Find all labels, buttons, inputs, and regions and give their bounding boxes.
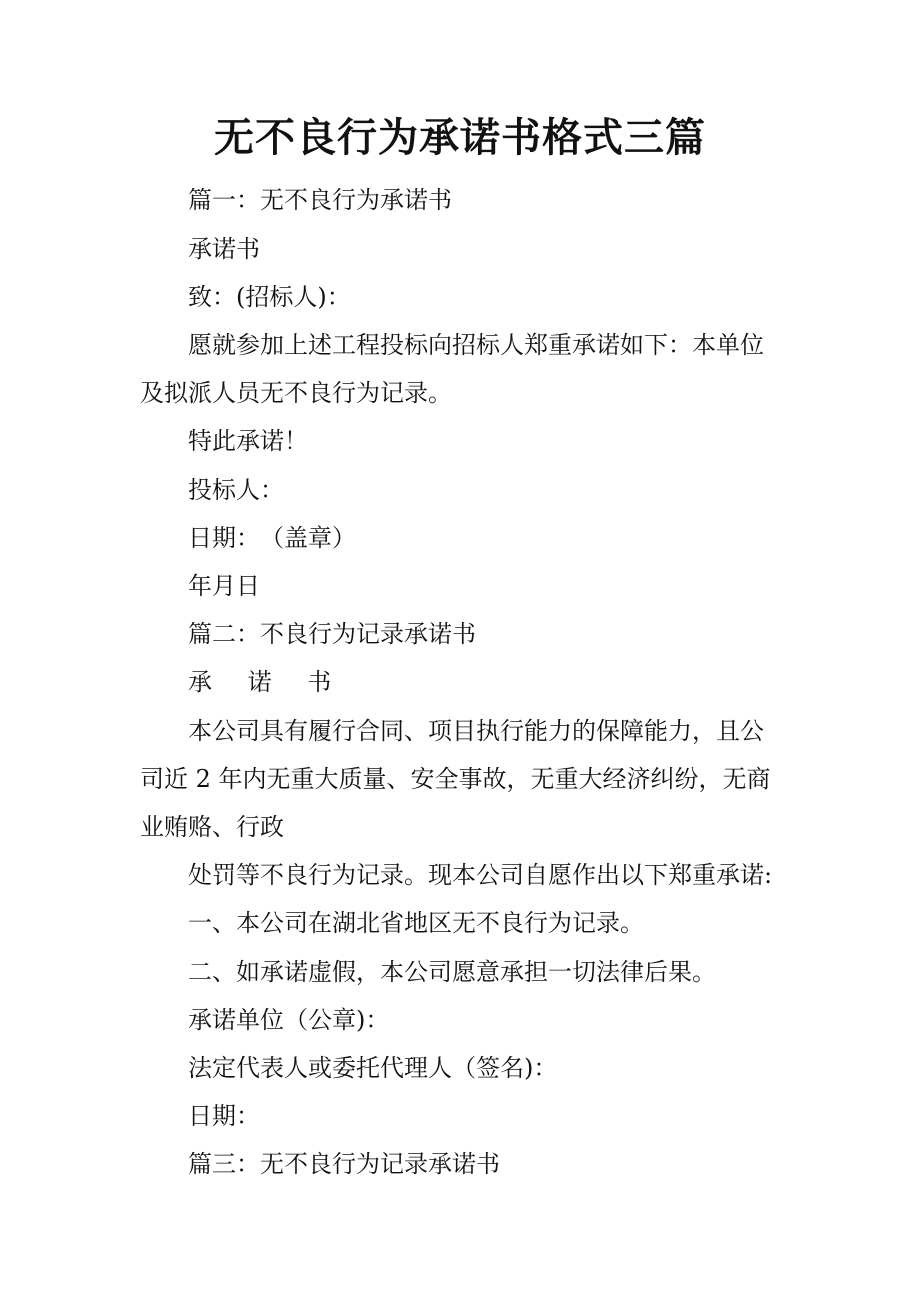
signature-line: 投标人： <box>188 476 284 504</box>
date-line: 日期： （盖章） <box>188 524 356 552</box>
paragraph-line: 愿就参加上述工程投标向招标人郑重承诺如下：本单位 <box>188 331 764 359</box>
date-line: 年月日 <box>188 572 260 600</box>
paragraph-line: 及拟派人员无不良行为记录。 <box>140 379 452 407</box>
paragraph-line: 二、如承诺虚假，本公司愿意承担一切法律后果。 <box>188 958 716 986</box>
paragraph-line: 一、本公司在湖北省地区无不良行为记录。 <box>188 909 644 937</box>
signature-line: 法定代表人或委托代理人（签名)： <box>188 1054 558 1082</box>
paragraph-line: 司近 2 年内无重大质量、安全事故，无重大经济纠纷，无商 <box>140 765 771 793</box>
paragraph-line: 业贿赂、行政 <box>140 813 284 841</box>
paragraph-line: 特此承诺！ <box>188 427 308 455</box>
letter-heading-text: 承 诺 书 <box>188 668 346 696</box>
letter-heading <box>188 666 345 698</box>
addressee-line: 致：(招标人)： <box>188 283 351 311</box>
section-heading-2: 篇二：不良行为记录承诺书 <box>188 620 476 648</box>
section-heading-1: 篇一：无不良行为承诺书 <box>188 186 452 214</box>
paragraph-line: 处罚等不良行为记录。现本公司自愿作出以下郑重承诺: <box>188 861 773 889</box>
letter-heading: 承诺书 <box>188 235 260 263</box>
paragraph-line: 本公司具有履行合同、项目执行能力的保障能力，且公 <box>188 717 764 745</box>
signature-line: 承诺单位（公章)： <box>188 1006 390 1034</box>
page-title: 无不良行为承诺书格式三篇 <box>214 114 706 161</box>
date-line: 日期： <box>188 1102 260 1130</box>
section-heading-3: 篇三：无不良行为记录承诺书 <box>188 1150 500 1178</box>
